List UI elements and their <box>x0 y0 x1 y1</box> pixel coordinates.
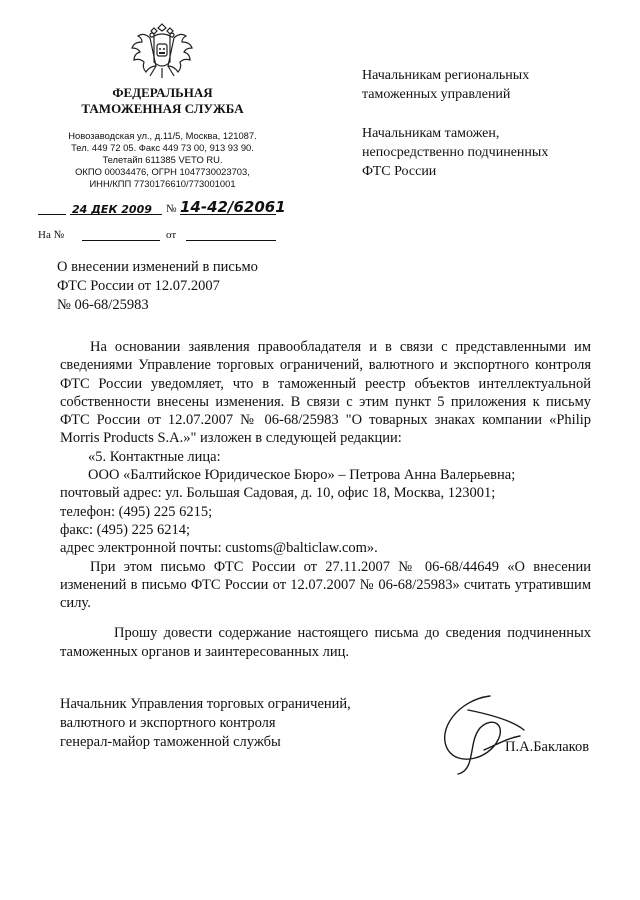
contacts-heading: «5. Контактные лица: <box>88 448 221 465</box>
reference-from-label: от <box>166 229 177 241</box>
letter-body <box>60 338 591 661</box>
org-address-line: Новозаводская ул., д.11/5, Москва, 121087. <box>68 130 257 141</box>
signatory-position-line2: валютного и экспортного контроля <box>60 715 276 731</box>
org-okpo-line: ОКПО 00034476, ОГРН 1047730023703, <box>75 166 250 177</box>
org-name-line2: ТАМОЖЕННАЯ СЛУЖБА <box>81 101 244 116</box>
body-paragraph-2: При этом письмо ФТС России от 27.11.2007 № 06-68/44649 «О внесении изменений в письмо ФТС России от 12.07.2007 № 06-68/25983» считать утратившим силу. <box>60 558 591 612</box>
addressee-group1-line2: таможенных управлений <box>362 87 511 102</box>
russian-emblem-icon <box>128 20 196 82</box>
registration-date: 24 ДЕК 2009 <box>72 203 152 216</box>
signatory-name: П.А.Баклаков <box>505 739 590 755</box>
contact-company: ООО «Балтийское Юридическое Бюро» – Петрова Анна Валерьевна; <box>88 467 516 484</box>
contact-phone: телефон: (495) 225 6215; <box>60 503 213 520</box>
contact-postal-address: почтовый адрес: ул. Большая Садовая, д. 10, офис 18, Москва, 123001; <box>60 485 496 502</box>
org-inn-line: ИНН/КПП 7730176610/773001001 <box>89 178 236 189</box>
org-phone-line: Тел. 449 72 05. Факс 449 73 00, 913 93 90. <box>71 142 254 153</box>
org-name-line1: ФЕДЕРАЛЬНАЯ <box>112 85 213 100</box>
signatory-position-line3: генерал-майор таможенной службы <box>60 734 281 750</box>
reference-number-label: На № <box>38 229 65 241</box>
reference-number-blank <box>82 240 160 241</box>
addressee-group2-line1: Начальникам таможен, <box>362 126 500 141</box>
addressee-group1-line1: Начальникам региональных <box>362 68 530 83</box>
addressee-group2-line3: ФТС России <box>362 164 437 179</box>
date-underline <box>70 214 162 215</box>
subject-line1: О внесении изменений в письмо <box>57 259 258 275</box>
handwritten-signature-icon <box>428 690 538 780</box>
body-paragraph-1: На основании заявления правообладателя и в связи с представленными им сведениями Управление торговых ограничений, валютного и экспортного контроля ФТС России уведомляет, что в таможенный реестр объектов интеллектуальной собственности внесены изменения. В связи с этим пункт 5 приложения к письму ФТС России от 12.07.2007 № 06-68/25983 "О товарных знаках компании «Philip Morris Products S.A.»" изложен в следующей редакции: <box>60 339 591 447</box>
contact-email: адрес электронной почты: customs@balticlaw.com». <box>60 540 378 557</box>
contact-fax: факс: (495) 225 6214; <box>60 521 191 538</box>
addressee-group2-line2: непосредственно подчиненных <box>362 145 549 160</box>
date-underline-left <box>38 214 66 215</box>
subject-line3: № 06-68/25983 <box>57 297 149 313</box>
subject-line2: ФТС России от 12.07.2007 <box>57 278 220 294</box>
signatory-position-line1: Начальник Управления торговых ограничений, <box>60 696 351 712</box>
registration-number-label: № <box>166 203 177 215</box>
reference-date-blank <box>186 240 276 241</box>
body-paragraph-3: Прошу довести содержание настоящего письма до сведения подчиненных таможенных органов и заинтересованных лиц. <box>60 625 591 660</box>
org-teletype-line: Телетайп 611385 VETO RU. <box>102 154 223 165</box>
registration-number: 14-42/62061 <box>180 198 286 216</box>
number-underline <box>180 214 276 215</box>
